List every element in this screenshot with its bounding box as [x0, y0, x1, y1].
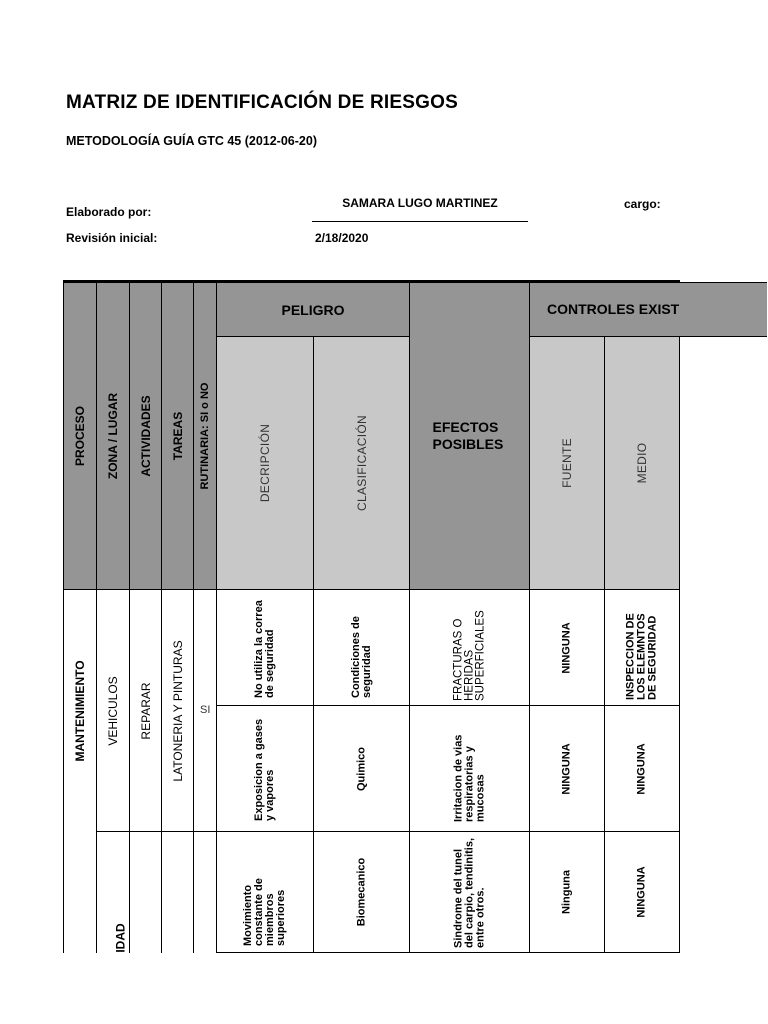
row1-descripcion: [216, 589, 314, 706]
row1-efectos: [409, 589, 530, 706]
row3-zona: [96, 831, 130, 953]
methodology-subtitle: METODOLOGÍA GUÍA GTC 45 (2012-06-20): [66, 134, 317, 148]
header-clasificacion-label: CLASIFICACIÓN: [354, 415, 369, 511]
header-controles-label: CONTROLES EXIST: [547, 301, 680, 317]
group-zona: [96, 589, 130, 832]
row2-efectos: [409, 705, 530, 832]
header-tareas-label: TAREAS: [170, 411, 185, 461]
row2-descripcion: [216, 705, 314, 832]
row1-fuente-value: NINGUNA: [560, 621, 573, 674]
row2-descripcion-value: Exposicion a gases y vapores: [253, 718, 276, 821]
header-rutinaria: [193, 282, 217, 590]
header-actividades-label: ACTIVIDADES: [138, 395, 153, 477]
header-medio: [604, 336, 680, 590]
row3-medio: [604, 831, 680, 953]
revision-label: Revisión inicial:: [66, 231, 158, 245]
row1-efectos-value: FRACTURAS O HERIDAS SUPERFICIALES: [452, 609, 486, 701]
header-peligro-label: PELIGRO: [281, 301, 345, 318]
row3-actividades: [129, 831, 162, 953]
row3-fuente-value: Ninguna: [560, 870, 573, 914]
header-fuente: [529, 336, 605, 590]
group-rutinaria-value: SI: [200, 704, 211, 716]
group-zona-value: VEHICULOS: [106, 675, 120, 746]
row3-efectos: [409, 831, 530, 953]
row1-medio-value: INSPECCION DE LOS ELEMNTOS DE SEGURIDAD: [624, 612, 659, 700]
group-tareas: [161, 589, 194, 832]
risk-matrix: [63, 280, 767, 970]
row3-clasificacion: [313, 831, 410, 953]
row2-fuente-value: NINGUNA: [560, 742, 573, 795]
row1-clasificacion-value: Condiciones de seguridad: [349, 615, 373, 698]
elaborado-underline: [312, 221, 528, 222]
row2-clasificacion-value: Quimico: [355, 746, 367, 791]
group-actividades: [129, 589, 162, 832]
row1-descripcion-value: No utiliza la correa de seguridad: [253, 599, 276, 698]
header-proceso: [63, 282, 97, 590]
group-actividades-value: REPARAR: [138, 681, 153, 740]
document-title: MATRIZ DE IDENTIFICACIÓN DE RIESGOS: [66, 92, 458, 113]
header-fuente-label: FUENTE: [560, 438, 574, 488]
header-efectos: [409, 282, 530, 590]
row2-medio-value: NINGUNA: [635, 742, 648, 795]
header-controles: [529, 282, 767, 337]
group-rutinaria: [193, 589, 217, 832]
row3-descripcion: [216, 831, 314, 953]
row1-fuente: [529, 589, 605, 706]
row1-clasificacion: [313, 589, 410, 706]
header-actividades: [129, 282, 162, 590]
header-rutinaria-label: RUTINARIA: SI o NO: [199, 382, 211, 490]
header-tareas: [161, 282, 194, 590]
header-peligro: [216, 282, 410, 337]
header-zona-label: ZONA / LUGAR: [106, 392, 120, 480]
row3-zona-value: IDAD: [113, 923, 128, 953]
cargo-label: cargo:: [624, 197, 661, 211]
row3-proceso: [63, 831, 97, 953]
matrix-top-border: [63, 280, 680, 283]
revision-value: 2/18/2020: [315, 231, 369, 245]
header-proceso-label: PROCESO: [73, 405, 87, 467]
elaborado-value: SAMARA LUGO MARTINEZ: [342, 196, 498, 210]
group-tareas-value: LATONERIA Y PINTURAS: [170, 639, 185, 782]
header-zona: [96, 282, 130, 590]
row1-medio: [604, 589, 680, 706]
header-descripcion: [216, 336, 314, 590]
group-proceso: [63, 589, 97, 832]
row3-descripcion-value: Movimiento constante de miembros superiores: [242, 878, 287, 946]
row2-medio: [604, 705, 680, 832]
row3-fuente: [529, 831, 605, 953]
header-clasificacion: [313, 336, 410, 590]
row3-efectos-value: Sindrome del tunel del carpio, tendinitis, entre otros.: [452, 837, 486, 948]
row2-efectos-value: Irritacion de vias respiratorias y mucosas: [452, 734, 486, 822]
row2-clasificacion: [313, 705, 410, 832]
header-medio-label: MEDIO: [635, 442, 649, 484]
row2-fuente: [529, 705, 605, 832]
header-efectos-label: EFECTOS POSIBLES: [432, 419, 504, 452]
header-descripcion-label: DECRIPCIÓN: [258, 423, 272, 503]
row3-tareas: [161, 831, 194, 953]
row3-clasificacion-value: Biomecanico: [355, 857, 367, 927]
row3-rutinaria: [193, 831, 217, 953]
row3-medio-value: NINGUNA: [635, 866, 648, 918]
elaborado-label: Elaborado por:: [66, 205, 152, 219]
group-proceso-value: MANTENIMIENTO: [73, 659, 87, 762]
